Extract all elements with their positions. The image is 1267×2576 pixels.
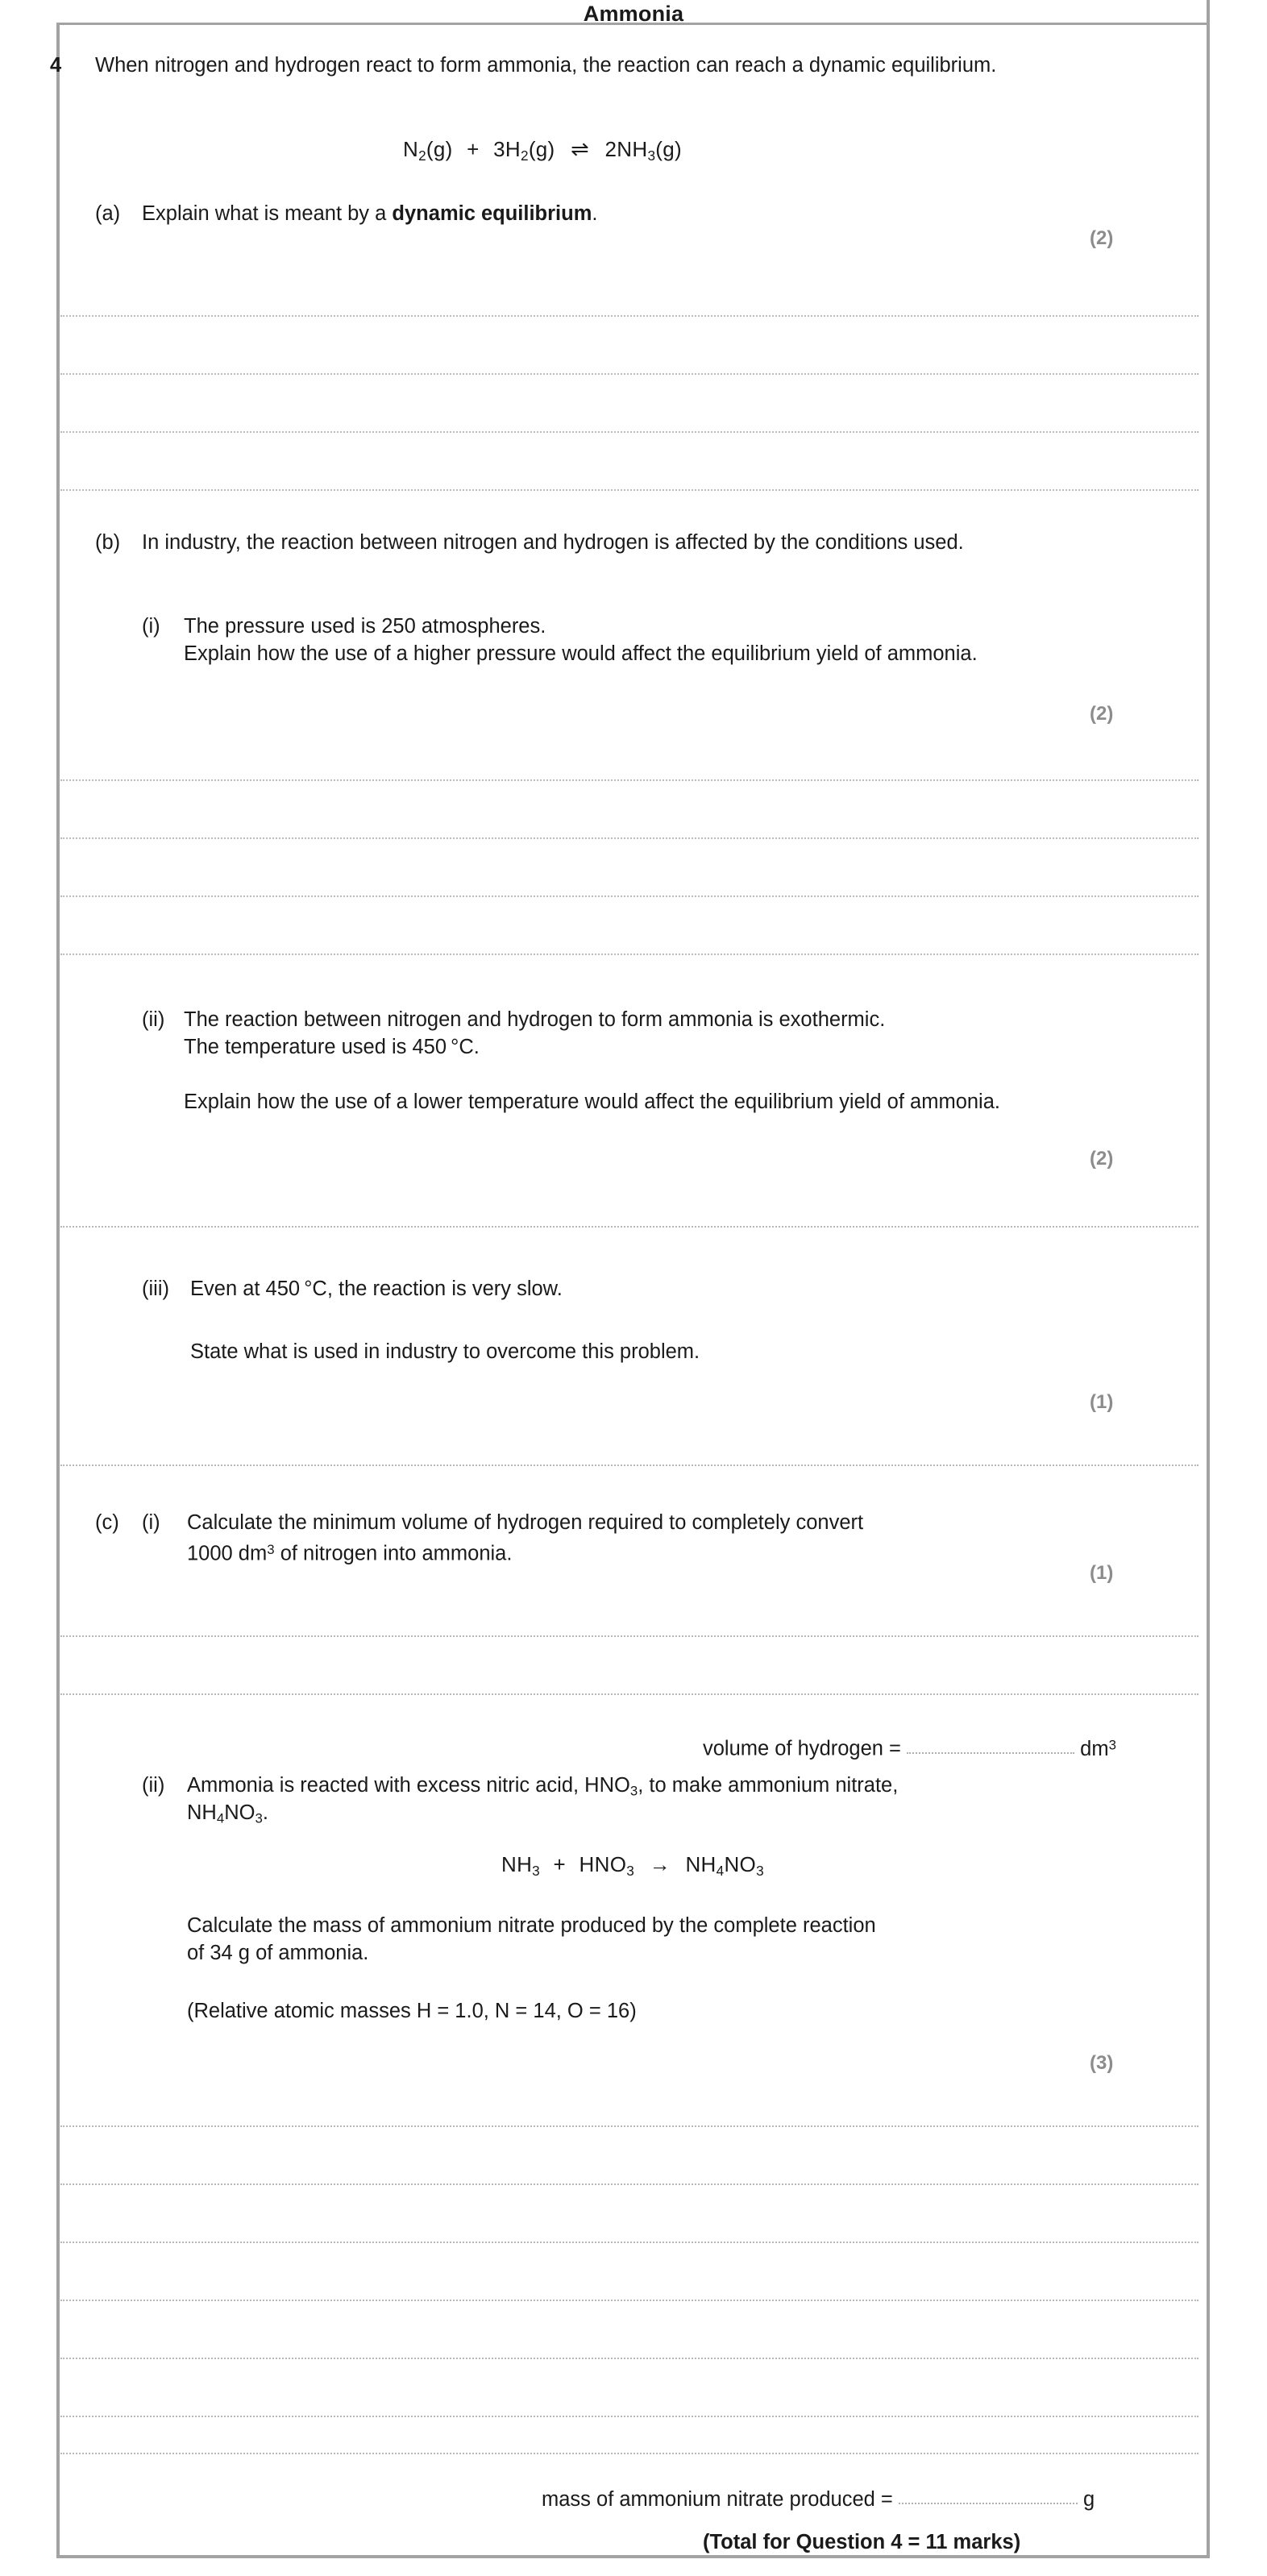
answer-line[interactable]	[60, 1464, 1198, 1466]
answer-value-volume-of-hydrogen[interactable]	[703, 1731, 1116, 1763]
equation-plus: +	[467, 137, 480, 161]
reaction-arrow-icon: →	[649, 1852, 671, 1876]
answer-line[interactable]	[60, 953, 1198, 955]
answer-line[interactable]	[60, 779, 1198, 781]
equilibrium-arrow-icon: ⇌	[571, 137, 589, 161]
part-label-a: (a)	[95, 202, 121, 225]
answer-line[interactable]	[60, 314, 1198, 317]
marks-a: (2)	[1090, 227, 1114, 249]
part-b-i-line2: Explain how the use of a higher pressure would affect the equilibrium yield of ammonia.	[184, 642, 978, 665]
page-right-rule	[1207, 0, 1210, 2557]
answer-value-label: volume of hydrogen =	[703, 1737, 901, 1760]
marks-c-ii: (3)	[1090, 2052, 1114, 2074]
part-b-i-line1: The pressure used is 250 atmospheres.	[184, 615, 546, 638]
answer-line[interactable]	[60, 2357, 1198, 2359]
answer-line[interactable]	[60, 488, 1198, 491]
total-marks-line: (Total for Question 4 = 11 marks)	[703, 2531, 1021, 2553]
answer-line[interactable]	[60, 2125, 1198, 2127]
part-label-c-ii: (ii)	[142, 1774, 165, 1797]
answer-line[interactable]	[60, 2183, 1198, 2185]
answer-value-mass-of-ammonium-nitrate[interactable]	[542, 2486, 1095, 2513]
equation-n2: $N_2(g)$	[403, 137, 453, 164]
part-b-ii-line1: The reaction between nitrogen and hydrogen to form ammonia is exothermic.	[184, 1008, 886, 1031]
equation-nh3-reactant: $NH_3$	[501, 1852, 540, 1879]
answer-line[interactable]	[60, 1635, 1198, 1637]
equation-ammonium-nitrate	[501, 1851, 764, 1884]
marks-c-i: (1)	[1090, 1562, 1114, 1584]
part-c-ii-line3: Calculate the mass of ammonium nitrate produced by the complete reaction	[187, 1914, 876, 1937]
part-c-i-line2: 1000 $dm^3$ of nitrogen into ammonia.	[187, 1542, 513, 1565]
part-b-text: In industry, the reaction between nitrogen and hydrogen is affected by the conditions used.	[142, 531, 964, 554]
answer-line[interactable]	[60, 2415, 1198, 2417]
part-label-b-iii: (iii)	[142, 1278, 169, 1300]
answer-line[interactable]	[60, 372, 1198, 375]
answer-unit-volume: $dm^3$	[1080, 1737, 1116, 1760]
part-c-ii-line2: $NH_4NO_3$.	[187, 1801, 268, 1826]
answer-blank-mass[interactable]	[899, 2487, 1078, 2504]
part-b-iii-line2: State what is used in industry to overcome this problem.	[190, 1340, 700, 1363]
part-label-b-i: (i)	[142, 615, 160, 638]
answer-line[interactable]	[60, 1693, 1198, 1695]
answer-line[interactable]	[60, 2241, 1198, 2243]
equation-nh4no3: $NH_4NO_3$	[685, 1852, 764, 1879]
equation-hno3: $HNO_3$	[579, 1852, 635, 1879]
page-bottom-rule	[56, 2555, 1210, 2558]
answer-blank-volume[interactable]	[907, 1736, 1074, 1754]
part-c-ii-line1: Ammonia is reacted with excess nitric acid, $HNO_3$, to make ammonium nitrate,	[187, 1774, 899, 1799]
part-label-c-i: (i)	[142, 1511, 160, 1534]
marks-b-iii: (1)	[1090, 1391, 1114, 1413]
part-b-ii-line3: Explain how the use of a lower temperature would affect the equilibrium yield of ammonia.	[184, 1091, 1000, 1113]
answer-unit-mass: g	[1083, 2488, 1095, 2511]
question-number: 4	[50, 54, 62, 77]
part-b-ii-line2: The temperature used is 450 °C.	[184, 1036, 480, 1058]
equation-plus-2: +	[553, 1852, 567, 1876]
answer-line[interactable]	[60, 1225, 1198, 1228]
page-title: Ammonia	[583, 2, 684, 26]
part-label-c: (c)	[95, 1511, 119, 1534]
answer-line[interactable]	[60, 430, 1198, 433]
question-stem: When nitrogen and hydrogen react to form ammonia, the reaction can reach a dynamic equilibrium.	[95, 54, 997, 77]
answer-line[interactable]	[60, 2299, 1198, 2301]
answer-value-label-2: mass of ammonium nitrate produced =	[542, 2488, 893, 2511]
page-left-rule	[56, 23, 60, 2557]
marks-b-ii: (2)	[1090, 1148, 1114, 1170]
answer-line[interactable]	[60, 2452, 1198, 2454]
equation-h2: $3H_2(g)$	[493, 137, 555, 164]
part-c-ii-line4: of 34 g of ammonia.	[187, 1942, 369, 1964]
part-a-text: Explain what is meant by a dynamic equilibrium.	[142, 202, 598, 225]
equation-ammonia-synthesis	[403, 135, 682, 169]
part-b-iii-line1: Even at 450 °C, the reaction is very slow.	[190, 1278, 563, 1300]
part-c-ii-line5: (Relative atomic masses H = 1.0, N = 14, O = 16)	[187, 2000, 637, 2022]
equation-nh3: $2NH_3(g)$	[604, 137, 682, 164]
answer-line[interactable]	[60, 837, 1198, 839]
marks-b-i: (2)	[1090, 703, 1114, 725]
part-c-i-line1: Calculate the minimum volume of hydrogen required to completely convert	[187, 1511, 864, 1534]
part-label-b: (b)	[95, 531, 121, 554]
answer-line[interactable]	[60, 895, 1198, 897]
part-label-b-ii: (ii)	[142, 1008, 165, 1031]
